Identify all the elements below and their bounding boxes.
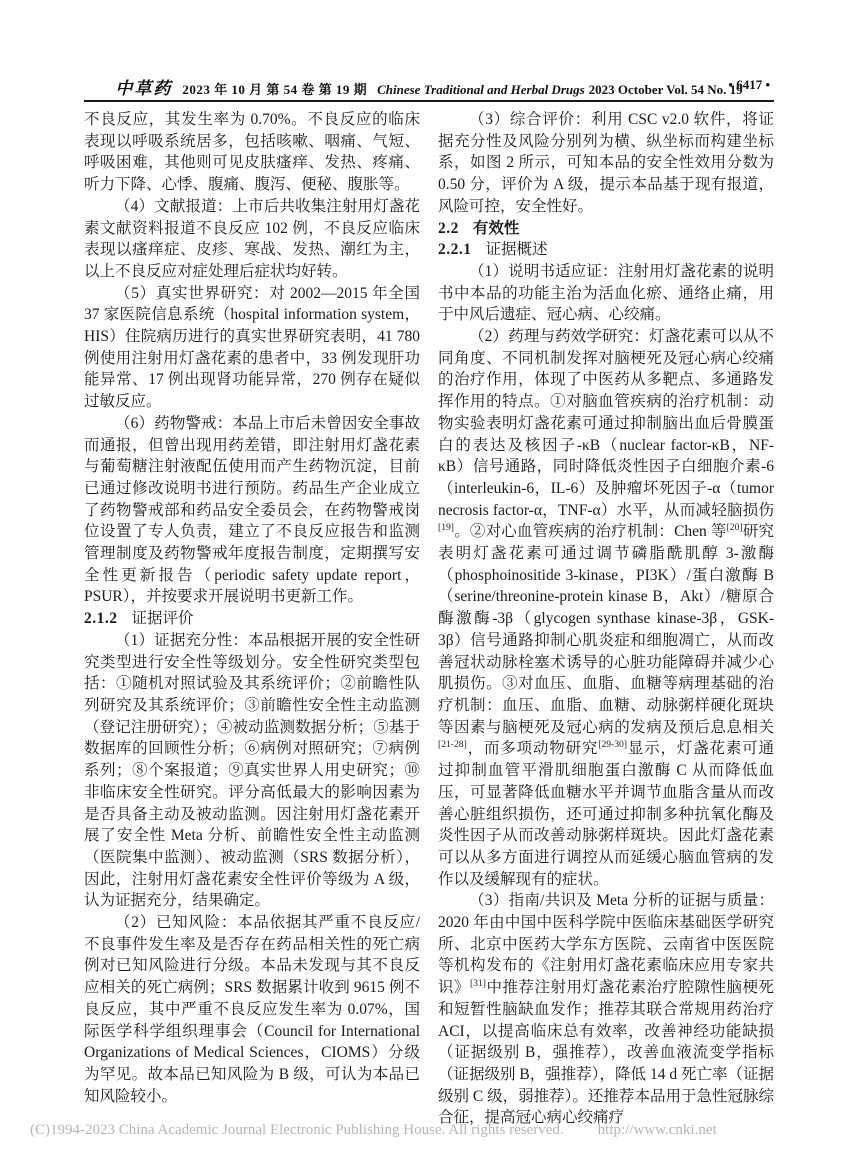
journal-logo: 中草药 (115, 79, 173, 98)
article-body (84, 109, 774, 1129)
section-title: 证据概述 (485, 241, 548, 259)
section-title: 有效性 (472, 219, 520, 237)
paragraph: （2）已知风险：本品依据其严重不良反应/不良事件发生率及是否存在药品相关性的死亡病例对已知风险进行分级。本品未发现与其不良反应相关的死亡病例；SRS 数据累计收到 9615 例不良反应，其中严重不良反应发生率为 0.07%，国际医学科学组织理事会（Council for International Organizations of Medical Sciences，CIOMS）分级为罕见。故本品已知风险为 B 级，可认为本品已知风险较小。 (84, 914, 420, 1105)
page-footer (30, 1122, 813, 1139)
section-title: 证据评价 (131, 610, 194, 628)
paragraph: （3）综合评价：利用 CSC v2.0 软件，将证据充分性及风险分别列为横、纵坐标而构建坐标系，如图 2 所示，可知本品的安全性效用分数为 0.50 分，评价为 A 级，提示本品基于现有报道，风险可控，安全性好。 (438, 111, 774, 215)
citation-reference: [20] (726, 522, 743, 534)
journal-title-en: Chinese Traditional and Herbal Drugs (377, 82, 585, 97)
citation-reference: [29-30] (598, 739, 628, 751)
section-number: 2.2 (438, 219, 459, 237)
citation-reference: [21-28] (438, 739, 467, 751)
paragraph: （5）真实世界研究：对 2002—2015 年全国 37 家医院信息系统（hospital information system，HIS）住院病历进行的真实世界研究表明，41 780 例使用注射用灯盏花素的患者中，33 例发现肝功能异常、17 例出现肾功能异常，270 例存在疑似过敏反应。 (84, 284, 420, 411)
paragraph: （1）证据充分性：本品根据开展的安全性研究类型进行安全性等级划分。安全性研究类型包括：①随机对照试验及其系统评价；②前瞻性队列研究及其系统评价；③前瞻性安全性主动监测（登记注册研究）；④被动监测数据分析；⑤基于数据库的回顾性分析；⑥病例对照研究；⑦病例系列；⑧个案报道；⑨真实世界人用史研究；⑩非临床安全性研究。评分高低最大的影响因素为是否具备主动及被动监测。因注射用灯盏花素开展了安全性 Meta 分析、前瞻性安全性主动监测（医院集中监测）、被动监测（SRS 数据分析），因此，注射用灯盏花素安全性评价等级为 A 级，认为证据充分，结果确定。 (84, 631, 420, 910)
section-heading (84, 608, 420, 630)
header-divider (84, 100, 774, 102)
section-heading (438, 239, 774, 261)
copyright-text: (C)1994-2023 China Academic Journal Electronic Publishing House. All rights reserved. (30, 1122, 564, 1138)
issue-info-cn: 2023 年 10 月 第 54 卷 第 19 期 (182, 82, 368, 97)
section-number: 2.2.1 (438, 241, 472, 259)
page-header (84, 74, 774, 98)
issue-info-en: 2023 October Vol. 54 No. 19 (588, 82, 743, 97)
right-column (438, 109, 774, 1129)
section-number: 2.1.2 (84, 610, 118, 628)
paragraph: （1）说明书适应证：注射用灯盏花素的说明书中本品的功能主治为活血化瘀、通络止痛，用于中风后遗症、冠心病、心绞痛。 (438, 262, 774, 324)
citation-reference: [31] (470, 977, 486, 989)
page-number: • 6417 • (728, 77, 770, 92)
journal-header-line (84, 74, 774, 99)
paragraph: （4）文献报道：上市后共收集注射用灯盏花素文献资料报道不良反应 102 例，不良反应临床表现以瘙痒症、皮疹、寒战、发热、潮红为主，以上不良反应对症处理后症状均好转。 (84, 197, 420, 280)
paragraph: （3）指南/共识及 Meta 分析的证据与质量：2020 年由中国中医科学院中医临床基础医学研究所、北京中医药大学东方医院、云南省中医医院等机构发布的《注射用灯盏花素临床应用专家共识》[31]中推荐注射用灯盏花素治疗腔隙性脑梗死和短暂性脑缺血发作；推荐其联合常规用药治疗 ACI，以提高临床总有效率，改善神经功能缺损（证据级别 B，强推荐），改善血液流变学指标（证据级别 B，强推荐），降低 14 d 死亡率（证据级别 C 级，弱推荐）。还推荐本品用于急性冠脉综合征，提高冠心病心绞痛疗 (438, 892, 774, 1127)
left-column (84, 109, 420, 1129)
cnki-url: http://www.cnki.net (597, 1122, 717, 1138)
paragraph: （6）药物警戒：本品上市后未曾因安全事故而通报，但曾出现用药差错，即注射用灯盏花素与葡萄糖注射液配伍使用而产生药物沉淀，目前已通过修改说明书进行预防。药品生产企业成立了药物警戒部和药品安全委员会，在药物警戒岗位设置了专人负责，建立了不良反应报告和监测管理制度及药物警戒年度报告制度，定期撰写安全性更新报告（periodic safety update report，PSUR），并按要求开展说明书更新工作。 (84, 414, 420, 606)
paragraph: （2）药理与药效学研究：灯盏花素可以从不同角度、不同机制发挥对脑梗死及冠心病心绞痛的治疗作用，体现了中医药从多靶点、多通路发挥作用的特点。①对脑血管疾病的治疗机制：动物实验表明灯盏花素可通过抑制脑出血后骨膜蛋白的表达及核因子-κB（nuclear factor-κB，NF-κB）信号通路，同时降低炎性因子白细胞介素-6（interleukin-6，IL-6）及肿瘤坏死因子-α（tumor necrosis factor-α，TNF-α）水平，从而减轻脑损伤[19]。②对心血管疾病的治疗机制：Chen 等[20]研究表明灯盏花素可通过调节磷脂酰肌醇 3-激酶（phosphoinositide 3-kinase，PI3K）/蛋白激酶 B（serine/threonine-protein kinase B，Akt）/糖原合酶激酶-3β（glycogen synthase kinase-3β，GSK-3β）信号通路抑制心肌炎症和细胞凋亡，从而改善冠状动脉栓塞术诱导的心脏功能障碍并减少心肌损伤。③对血压、血脂、血糖等病理基础的治疗机制：血压、血脂、血糖、动脉粥样硬化斑块等因素与脑梗死及冠心病的发病及预后息息相关[21-28]，而多项动物研究[29-30]显示，灯盏花素可通过抑制血管平滑肌细胞蛋白激酶 C 从而降低血压，可显著降低血糖水平并调节血脂含量从而改善心脏组织损伤，还可通过抑制多种抗氧化酶及炎性因子从而改善动脉粥样斑块。因此灯盏花素可以从多方面进行调控从而延缓心脑血管病的发作以及缓解现有的症状。 (438, 328, 774, 888)
citation-reference: [19] (438, 522, 454, 534)
section-heading (438, 218, 774, 240)
paragraph: 不良反应，其发生率为 0.70%。不良反应的临床表现以呼吸系统居多，包括咳嗽、咽痛、气短、呼吸困难，其他则可见皮肤瘙痒、发热、疼痛、听力下降、心悸、腹痛、腹泻、便秘、腹胀等。 (84, 111, 420, 194)
